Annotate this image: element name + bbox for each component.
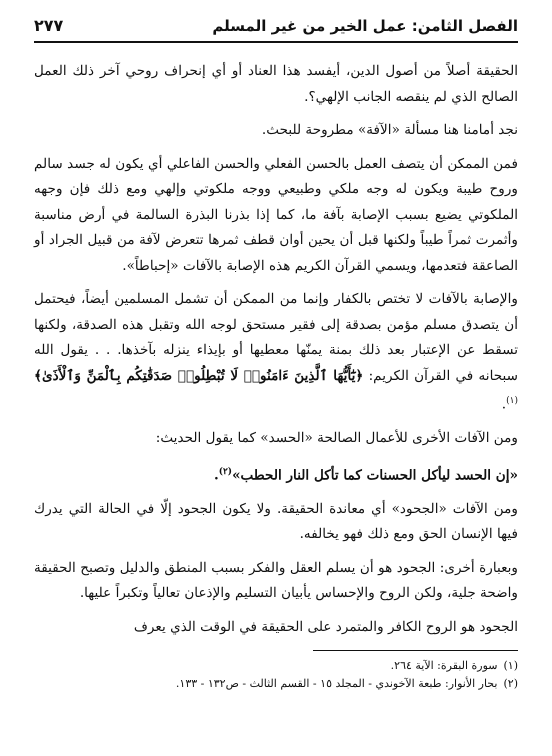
hadith-quote: «إن الحسد ليأكل الحسنات كما تأكل النار الحطب»$^{(٢)}$. bbox=[213, 466, 518, 484]
paragraph-4-text: والإصابة بالآفات لا تختص بالكفار وإنما من الممكن أن تشمل المسلمين أيضاً، فيحتمل أن يتصدق مسلم مؤمن بصدقة إلى فقير مستحق لوجه الله وتقبل هذه الصدقة، ولكنها تسقط عن الإعتبار بعد ذلك بمنة يمنّها معطيها أو بإيذاء ينزله بآخذها. . . يقول الله سبحانه في القرآن الكريم: bbox=[34, 291, 518, 384]
paragraph-8: الجحود هو الروح الكافر والمتمرد على الحقيقة في الوقت الذي يعرف bbox=[133, 618, 518, 635]
page-number: ٢٧٧ bbox=[34, 16, 64, 35]
footnote-text: بحار الأنوار: طبعة الآخوندي - المجلد ١٥ - القسم الثالث - ص١٣٢ - ١٣٣. bbox=[175, 677, 498, 691]
paragraph-3: فمن الممكن أن يتصف العمل بالحسن الفعلي والحسن الفاعلي أي يكون له جسد سالم وروح طيبة ويكون له وجه ملكي وطبيعي ووجه ملكوتي وإلهي ومع ذلك فإن وجهه الملكوتي يضيع بسبب الإصابة بآفة ما، كما إذا بذرنا البذرة السالمة في أرض مناسبة وأثمرت ثمراً طيباً ولكنها قبل أن يحين أوان قطف ثمرها تتعرض لآفة من قبيل الجراد أو الصاعقة فتعدمها، ويسمي القرآن الكريم هذه الإصابة بالآفات «إحباطاً». bbox=[34, 155, 518, 274]
footnote-2 bbox=[34, 675, 518, 693]
chapter-title: الفصل الثامن: عمل الخير من غير المسلم bbox=[212, 17, 518, 35]
paragraph-4: والإصابة بالآفات لا تختص بالكفار وإنما من الممكن أن تشمل المسلمين أيضاً، فيحتمل أن يتصدق مسلم مؤمن بصدقة إلى فقير مستحق لوجه الله وتقبل هذه الصدقة، ولكنها تسقط عن الإعتبار بعد ذلك بمنة يمنّها معطيها أو بإيذاء ينزله بآخذها. . . يقول الله سبحانه في القرآن الكريم: ﴿يَٰٓأَيُّهَا ٱلَّذِينَ ءَامَنُوا۟ لَا تُبْطِلُوا۟ صَدَقَٰتِكُم بِٱلْمَنِّ وَٱلْأَذَىٰ﴾$^{(١)}$. bbox=[34, 291, 518, 413]
quran-verse: ﴿يَٰٓأَيُّهَا ٱلَّذِينَ ءَامَنُوا۟ لَا تُبْطِلُوا۟ صَدَقَٰتِكُم بِٱلْمَنِّ وَٱلْأَذَىٰ﴾ bbox=[34, 367, 364, 384]
quran-footnote-ref: (١) bbox=[506, 396, 518, 406]
footnote-number: (٢) bbox=[503, 677, 518, 691]
footnote-number: (١) bbox=[503, 659, 518, 673]
hadith-text: «إن الحسد ليأكل الحسنات كما تأكل النار الحطب» bbox=[232, 467, 518, 484]
page-header bbox=[34, 16, 518, 43]
footnotes bbox=[34, 657, 518, 693]
footnote-divider bbox=[313, 650, 518, 651]
paragraph-5: ومن الآفات الأخرى للأعمال الصالحة «الحسد» كما يقول الحديث: bbox=[155, 430, 518, 447]
paragraph-2: نجد أمامنا هنا مسألة «الآفة» مطروحة للبحث. bbox=[261, 122, 518, 138]
page-body bbox=[34, 59, 518, 640]
hadith-footnote-ref: (٢) bbox=[218, 466, 233, 477]
paragraph-1: الحقيقة أصلاً من أصول الدين، أيفسد هذا العناد أو أي إنحراف روحي آخر ذلك العمل الصالح الذي لم ينقصه الجانب الإلهي؟. bbox=[34, 63, 518, 105]
footnote-1 bbox=[34, 657, 518, 675]
paragraph-7: وبعبارة أخرى: الجحود هو أن يسلم العقل والفكر بسبب المنطق والدليل وتصبح الحقيقة واضحة جلية، ولكن الروح والإحساس يأبيان التسليم والإذعان تعالياً وتكبراً عليها. bbox=[34, 559, 518, 602]
paragraph-6: ومن الآفات «الجحود» أي معاندة الحقيقة. ولا يكون الجحود إلّا في الحالة التي يدرك فيها الإنسان الحق ومع ذلك فهو يخالفه. bbox=[34, 500, 518, 543]
footnote-text: سورة البقرة: الآية ٢٦٤. bbox=[390, 659, 498, 673]
